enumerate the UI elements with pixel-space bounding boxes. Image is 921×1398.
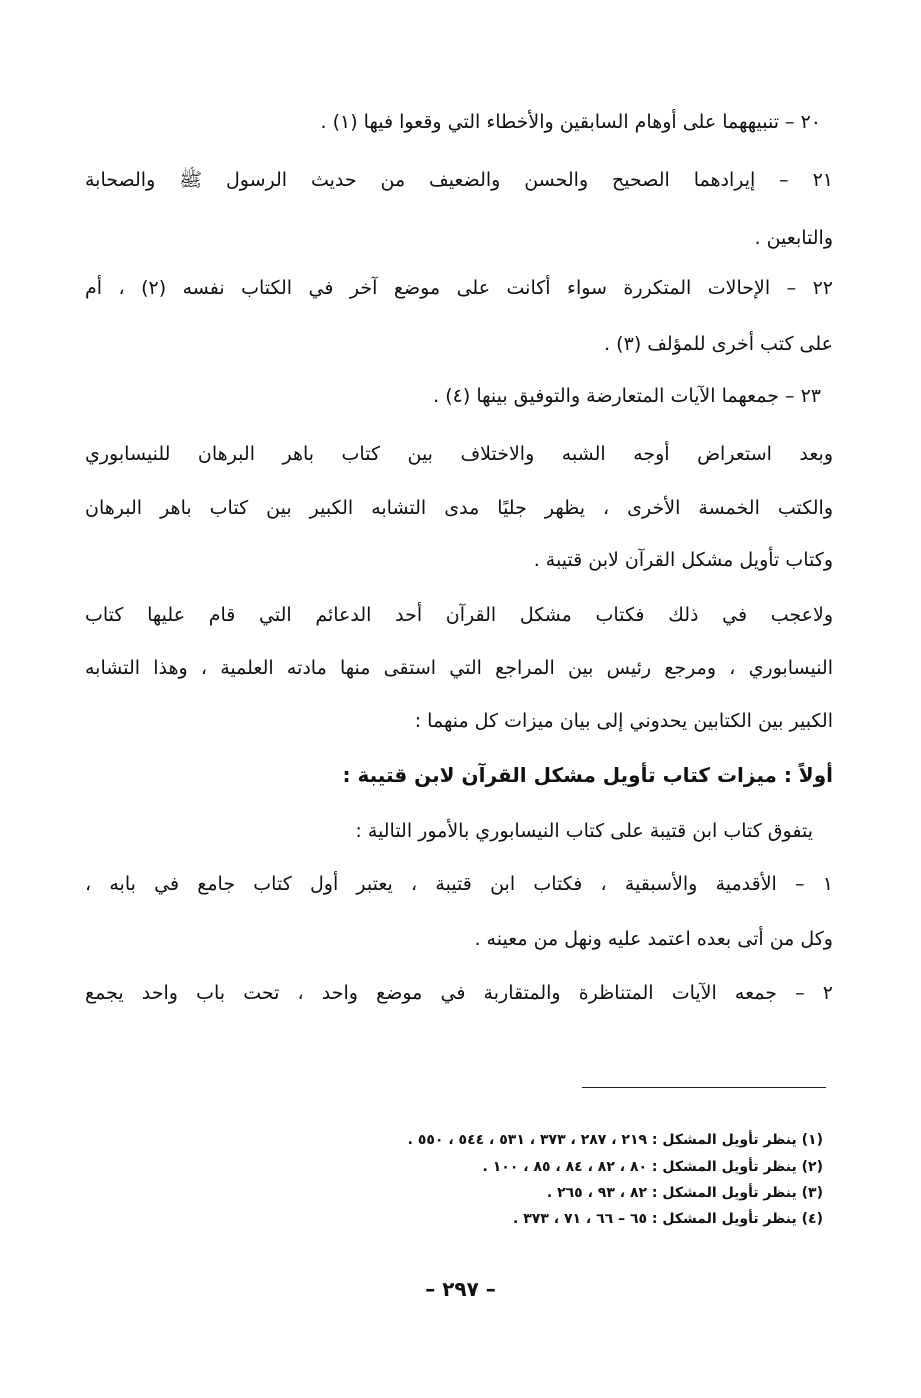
paragraph-line: النيسابوري ، ومرجع رئيس بين المراجع التي استقى منها مادته العلمية ، وهذا التشابه	[85, 657, 833, 679]
list-item-20: ٢٠ – تنبيههما على أوهام السابقين والأخطاء التي وقعوا فيها (١) .	[320, 111, 821, 133]
section-heading: أولاً : ميزات كتاب تأويل مشكل القرآن لابن قتيبة :	[342, 763, 833, 787]
footnote-4: (٤) ينظر تأويل المشكل : ٦٥ – ٦٦ ، ٧١ ، ٣٧٣ .	[513, 1211, 823, 1227]
paragraph-line: ولاعجب في ذلك فكتاب مشكل القرآن أحد الدعائم التي قام عليها كتاب	[85, 604, 833, 626]
list-item-1-continuation: وكل من أتى بعده اعتمد عليه ونهل من معينه .	[474, 928, 833, 950]
list-item-1: ١ – الأقدمية والأسبقية ، فكتاب ابن قتيبة ، يعتبر أول كتاب جامع في بابه ،	[85, 873, 833, 895]
footnote-1: (١) ينظر تأويل المشكل : ٢١٩ ، ٢٨٧ ، ٣٧٣ ، ٥٣١ ، ٥٤٤ ، ٥٥٠ .	[407, 1132, 823, 1148]
footnote-2: (٢) ينظر تأويل المشكل : ٨٠ ، ٨٢ ، ٨٤ ، ٨٥ ، ١٠٠ .	[482, 1159, 823, 1175]
paragraph-line: الكبير بين الكتابين يحدوني إلى بيان ميزات كل منهما :	[414, 710, 833, 732]
list-item-21-continuation: والتابعين .	[754, 227, 833, 249]
page-number: – ٢٩٧ –	[425, 1277, 496, 1301]
paragraph-line: وكتاب تأويل مشكل القرآن لابن قتيبة .	[533, 549, 833, 571]
list-item-22-continuation: على كتب أخرى للمؤلف (٣) .	[604, 333, 833, 355]
paragraph-line: يتفوق كتاب ابن قتيبة على كتاب النيسابوري بالأمور التالية :	[355, 820, 813, 842]
footnote-3: (٣) ينظر تأويل المشكل : ٨٢ ، ٩٣ ، ٢٦٥ .	[546, 1185, 823, 1201]
paragraph-line: وبعد استعراض أوجه الشبه والاختلاف بين كتاب باهر البرهان للنيسابوري	[85, 443, 833, 465]
list-item-21: ٢١ – إيرادهما الصحيح والحسن والضعيف من حديث الرسول ﷺ والصحابة	[85, 169, 833, 191]
list-item-2: ٢ – جمعه الآيات المتناظرة والمتقاربة في موضع واحد ، تحت باب واحد يجمع	[85, 982, 833, 1004]
paragraph-line: والكتب الخمسة الأخرى ، يظهر جليًا مدى التشابه الكبير بين كتاب باهر البرهان	[85, 497, 833, 519]
list-item-23: ٢٣ – جمعهما الآيات المتعارضة والتوفيق بينها (٤) .	[433, 385, 821, 407]
list-item-22: ٢٢ – الإحالات المتكررة سواء أكانت على موضع آخر في الكتاب نفسه (٢) ، أم	[85, 277, 833, 299]
footnote-separator	[582, 1087, 826, 1088]
